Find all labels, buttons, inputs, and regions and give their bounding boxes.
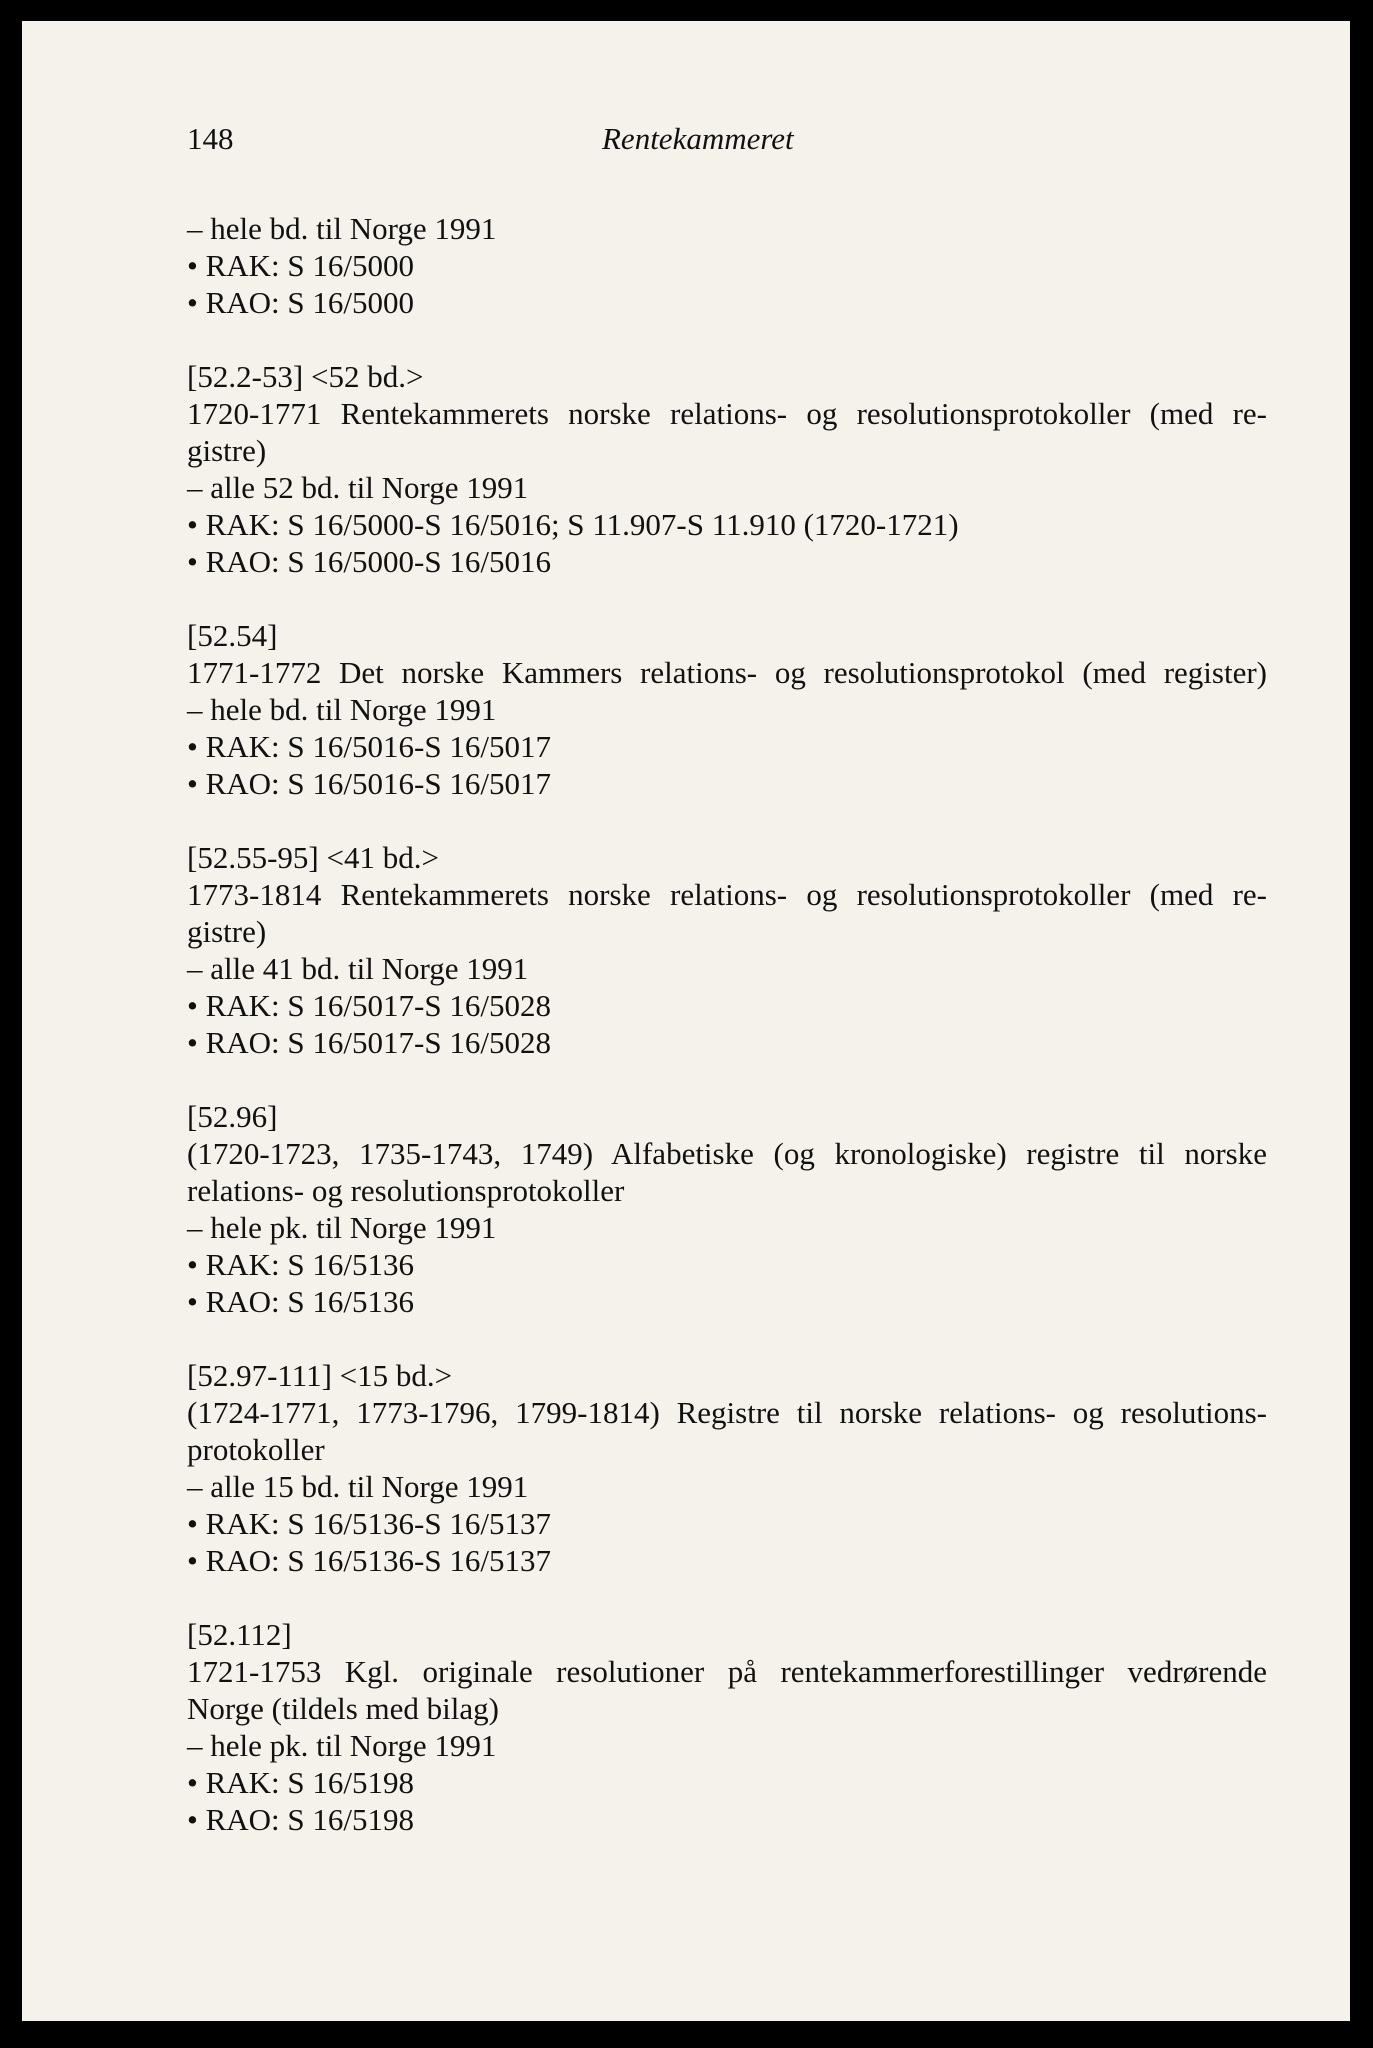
entry-title: 1771-1772 Det norske Kammers relations- og resolutionsprotokol (med register): [187, 655, 1267, 690]
entry-note: – hele pk. til Norge 1991: [187, 1210, 497, 1245]
intro-note: – hele bd. til Norge 1991: [187, 211, 497, 246]
entry-id: [52.112]: [187, 1617, 292, 1652]
entry-title-cont: protokoller: [187, 1432, 325, 1467]
entry-rak: • RAK: S 16/5136: [187, 1247, 415, 1282]
entry-title-cont: relations- og resolutionsprotokoller: [187, 1173, 625, 1208]
entry-note: – hele bd. til Norge 1991: [187, 692, 497, 727]
page-header: [187, 121, 1267, 161]
entry-title: 1720-1771 Rentekammerets norske relations- og resolutionsprotokoller (med re-: [187, 396, 1267, 431]
entry-id: [52.55-95] <41 bd.>: [187, 840, 439, 875]
entry-id: [52.96]: [187, 1099, 278, 1134]
entry-title: (1720-1723, 1735-1743, 1749) Alfabetiske (og kronologiske) registre til norske: [187, 1136, 1267, 1171]
entry-title-cont: gistre): [187, 433, 267, 468]
entry-note: – alle 52 bd. til Norge 1991: [187, 470, 529, 505]
entry-rao: • RAO: S 16/5136: [187, 1284, 415, 1319]
entry-title-cont: Norge (tildels med bilag): [187, 1691, 499, 1726]
entry-rao: • RAO: S 16/5136-S 16/5137: [187, 1543, 551, 1578]
entry-title: 1721-1753 Kgl. originale resolutioner på rentekammerforestillinger vedrørende: [187, 1654, 1267, 1689]
intro-rak: • RAK: S 16/5000: [187, 248, 415, 283]
entry-id: [52.97-111] <15 bd.>: [187, 1358, 453, 1393]
entry-note: – hele pk. til Norge 1991: [187, 1728, 497, 1763]
entry-id: [52.54]: [187, 618, 278, 653]
entry-title-cont: gistre): [187, 914, 267, 949]
entry-rao: • RAO: S 16/5016-S 16/5017: [187, 766, 551, 801]
entry-title: (1724-1771, 1773-1796, 1799-1814) Registre til norske relations- og resolutions-: [187, 1395, 1267, 1430]
entry-rao: • RAO: S 16/5198: [187, 1802, 415, 1837]
entry-note: – alle 41 bd. til Norge 1991: [187, 951, 529, 986]
entry-title: 1773-1814 Rentekammerets norske relations- og resolutionsprotokoller (med re-: [187, 877, 1267, 912]
intro-rao: • RAO: S 16/5000: [187, 285, 415, 320]
document-page: [22, 21, 1350, 2021]
entry-rao: • RAO: S 16/5017-S 16/5028: [187, 1025, 551, 1060]
entry-rak: • RAK: S 16/5000-S 16/5016; S 11.907-S 11.910 (1720-1721): [187, 507, 959, 542]
entry-rao: • RAO: S 16/5000-S 16/5016: [187, 544, 551, 579]
page-number: 148: [187, 121, 234, 156]
entry-id: [52.2-53] <52 bd.>: [187, 359, 424, 394]
entry-note: – alle 15 bd. til Norge 1991: [187, 1469, 529, 1504]
entry-rak: • RAK: S 16/5016-S 16/5017: [187, 729, 551, 764]
entry-rak: • RAK: S 16/5017-S 16/5028: [187, 988, 551, 1023]
entry-rak: • RAK: S 16/5136-S 16/5137: [187, 1506, 551, 1541]
entry-rak: • RAK: S 16/5198: [187, 1765, 415, 1800]
running-title: Rentekammeret: [602, 121, 794, 156]
